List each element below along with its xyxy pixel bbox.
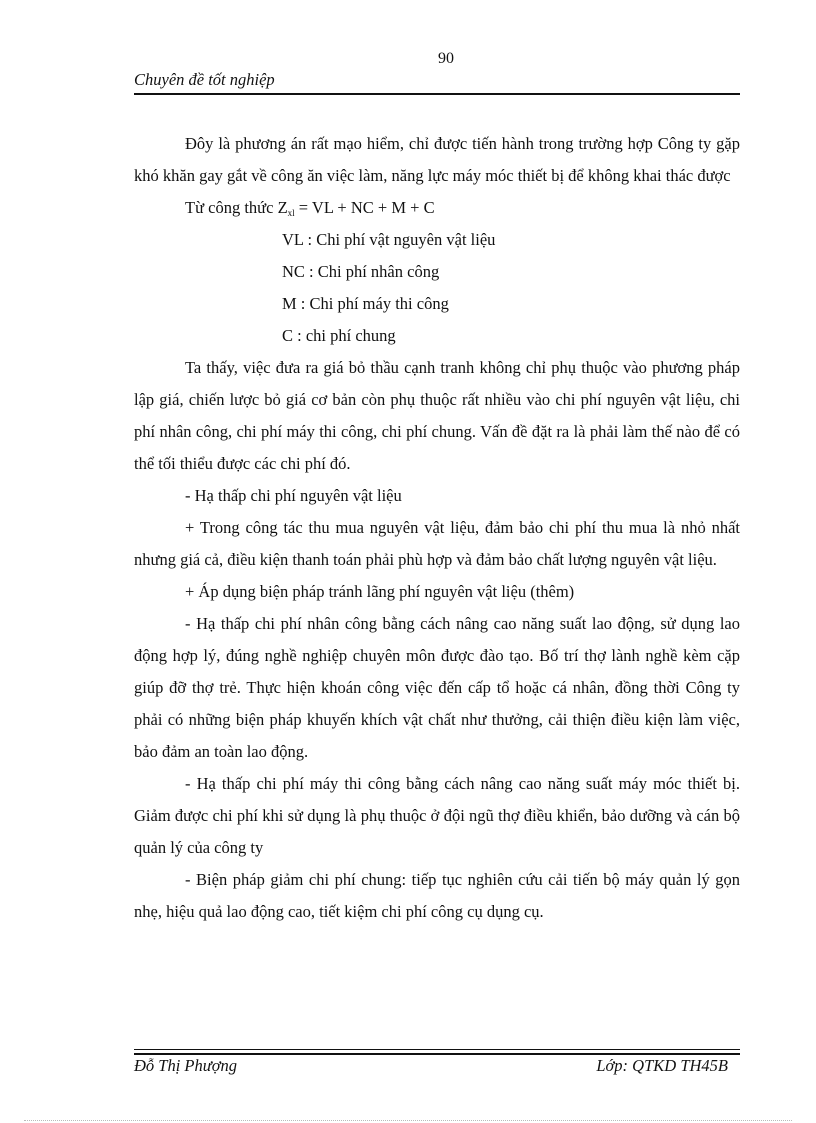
formula-suffix: = VL + NC + M + C — [294, 198, 435, 217]
paragraph-material-waste: + Áp dụng biện pháp tránh lãng phí nguyên vật liệu (thêm) — [185, 582, 575, 601]
paragraph-machine-cost: - Hạ thấp chi phí máy thi công bằng cách nâng cao năng suất máy móc thiết bị. Giảm được chi phí khi sử dụng là phụ thuộc ở đội ngũ thợ điều khiển, bảo dưỡng và cán bộ quản lý của công ty — [134, 774, 740, 857]
paragraph-general-cost: - Biện pháp giảm chi phí chung: tiếp tục nghiên cứu cải tiến bộ máy quản lý gọn nhẹ, hiệu quả lao động cao, tiết kiệm chi phí công cụ dụng cụ. — [134, 870, 740, 921]
definition-nc: NC : Chi phí nhân công — [282, 262, 440, 281]
footer-class: Lớp: QTKD TH45B — [596, 1056, 728, 1075]
paragraph-labor-cost: - Hạ thấp chi phí nhân công bằng cách nâng cao năng suất lao động, sử dụng lao động hợp lý, đúng nghề nghiệp chuyên môn được đào tạo. Bố trí thợ lành nghề kèm cặp giúp đỡ thợ trẻ. Thực hiện khoán công việc đến cấp tổ hoặc cá nhân, đồng thời Công ty phải có những biện pháp khuyến khích vật chất như thưởng, cải thiện điều kiện làm việc, bảo đảm an toàn lao động. — [134, 614, 740, 761]
paragraph-risk-strategy: Đôy là phương án rất mạo hiểm, chỉ được tiến hành trong trường hợp Công ty gặp khó khăn gay gắt về công ăn việc làm, năng lực máy móc thiết bị để không khai thác được — [134, 134, 740, 185]
paragraph-bid-price: Ta thấy, việc đưa ra giá bỏ thầu cạnh tranh không chỉ phụ thuộc vào phương pháp lập giá, chiến lược bỏ giá cơ bản còn phụ thuộc rất nhiều vào chi phí nguyên vật liệu, chi phí nhân công, chi phí máy thi công, chi phí chung. Vấn đề đặt ra là phải làm thế nào để có thể tối thiểu được các chi phí đó. — [134, 358, 740, 473]
definition-m: M : Chi phí máy thi công — [282, 294, 449, 313]
page-bottom-dotted-line — [24, 1120, 792, 1121]
page-number: 90 — [438, 50, 454, 67]
footer-divider-thin — [134, 1049, 740, 1050]
definition-vl: VL : Chi phí vật nguyên vật liệu — [282, 230, 496, 249]
footer-author: Đỗ Thị Phượng — [134, 1056, 238, 1075]
cost-formula — [134, 192, 740, 224]
heading-material-cost: - Hạ thấp chi phí nguyên vật liệu — [185, 486, 402, 505]
header-divider — [134, 93, 740, 95]
definition-c: C : chi phí chung — [282, 326, 396, 345]
footer-divider-thick — [134, 1053, 740, 1055]
formula-subscript: xl — [287, 208, 295, 218]
document-body — [134, 128, 740, 928]
header-title: Chuyên đề tốt nghiệp — [134, 70, 275, 89]
paragraph-material-purchase: + Trong công tác thu mua nguyên vật liệu, đảm bảo chi phí thu mua là nhỏ nhất nhưng giá cả, điều kiện thanh toán phải phù hợp và đảm bảo chất lượng nguyên vật liệu. — [134, 518, 740, 569]
formula-prefix: Từ công thức Z — [185, 198, 288, 217]
